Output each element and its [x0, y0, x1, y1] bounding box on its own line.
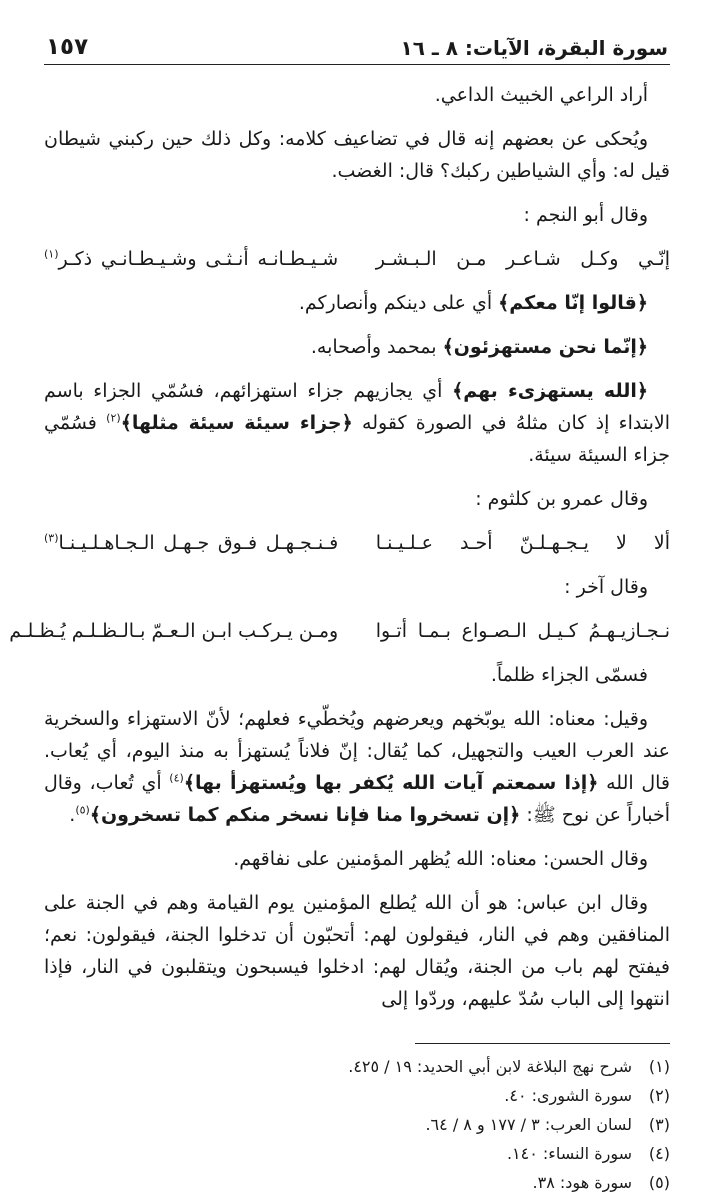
- verse-hemistich-second: [44, 527, 338, 559]
- footnote-number: (٢): [648, 1086, 670, 1105]
- poem-verse: [44, 243, 670, 275]
- footnote: [44, 1168, 670, 1197]
- quran-quote: ﴿قالوا إنّا معكم﴾: [498, 292, 648, 314]
- paragraph: [44, 703, 670, 831]
- paragraph-text: أي تُعاب، وقال أخباراً عن نوح ﷺ:: [44, 772, 670, 826]
- commentary-text: أي على دينكم وأنصاركم.: [298, 292, 499, 314]
- footnote-text: سورة الشورى: ٤٠.: [504, 1086, 632, 1105]
- quran-commentary-line: [44, 287, 670, 319]
- poem-verse: [9, 615, 670, 647]
- page: [9, 34, 670, 1192]
- main-text: [9, 79, 670, 1015]
- running-header: [44, 34, 670, 65]
- footnote-ref: (١): [44, 247, 59, 261]
- verse-text: شـيـطـانـه أنـثـى وشـيـطـانـي ذكـر: [58, 248, 339, 270]
- paragraph-text: أي يجازيهم جزاء استهزائهم، فسُمّي الجزاء باسم الابتداء إذ كان مثلهُ في الصورة كقوله: [44, 380, 670, 434]
- footnote: [44, 1139, 670, 1168]
- footnote-number: (٤): [648, 1144, 670, 1163]
- paragraph: [44, 375, 670, 471]
- footnote-ref: (٣): [44, 531, 59, 545]
- verse-hemistich-second: [44, 243, 338, 275]
- page-number: ١٥٧: [46, 34, 89, 60]
- footnote-number: (١): [648, 1057, 670, 1076]
- footnote: [44, 1052, 670, 1081]
- verse-hemistich-first: ألا لا يـجـهـلـنّ أحـد عـلـيـنـا: [375, 532, 670, 554]
- paragraph-text: وقيل: معناه: الله يوبّخهم ويعرضهم ويُخطّيء فعلهم؛ لأنّ الاستهزاء والسخرية عند العرب العيب والتجهيل، كما يُقال: إنّ فلاناً يُستهزأ به منذ اليوم، أي يُعاب. قال الله: [44, 708, 670, 794]
- quran-quote: ﴿إنّما نحن مستهزئون﴾: [442, 336, 648, 358]
- commentary-text: بمحمد وأصحابه.: [310, 336, 443, 358]
- footnote-ref: (٤): [169, 771, 184, 785]
- poem-verse: [44, 527, 670, 559]
- quran-quote: ﴿جزاء سيئة سيئة مثلها﴾: [120, 412, 353, 434]
- footnote-number: (٥): [648, 1173, 670, 1192]
- header-title: سورة البقرة، الآيات: ٨ ـ ١٦: [400, 36, 668, 60]
- paragraph: وقال ابن عباس: هو أن الله يُطلع المؤمنين يوم القيامة وهم في الجنة على المنافقين وهم في النار، فيقولون لهم: أتحبّون أن تدخلوا الجنة، فيقولون: نعم؛ فيفتح لهم باب من الجنة، ويُقال لهم: ادخلوا فيسبحون ويتقلبون في النار، فإذا انتهوا إلى الباب سُدّ عليهم، وردّوا إلى: [44, 892, 670, 1010]
- quran-quote: ﴿إذا سمعتم آيات الله يُكفر بها ويُستهزأ بها﴾: [183, 772, 599, 794]
- paragraph: وقال الحسن: معناه: الله يُظهر المؤمنين على نفاقهم.: [233, 848, 648, 870]
- paragraph: أراد الراعي الخبيث الداعي.: [434, 84, 648, 106]
- footnote-text: شرح نهج البلاغة لابن أبي الحديد: ١٩ / ٤٢٥.: [348, 1057, 632, 1076]
- footnote-text: سورة هود: ٣٨.: [532, 1173, 632, 1192]
- footnote-number: (٣): [648, 1115, 670, 1134]
- paragraph: وقال آخر :: [564, 576, 648, 598]
- footnotes: [44, 1052, 670, 1197]
- footnote-separator: [415, 1043, 670, 1044]
- paragraph-text: فسُمّي جزاء السيئة سيئة.: [44, 412, 670, 466]
- quran-quote: ﴿إن تسخروا منا فإنا نسخر منكم كما تسخرون﴾: [89, 804, 521, 826]
- paragraph: وقال عمرو بن كلثوم :: [475, 488, 648, 510]
- paragraph: وقال أبو النجم :: [523, 204, 648, 226]
- verse-hemistich-first: إنّـي وكـل شـاعـر مـن الـبـشـر: [375, 248, 670, 270]
- quran-commentary-line: [44, 331, 670, 363]
- quran-quote: ﴿الله يستهزىء بهم﴾: [452, 380, 648, 402]
- footnote-ref: (٥): [75, 803, 90, 817]
- verse-hemistich-first: نـجـازيـهـمُ كـيـل الـصـواع بـمـا أتـوا: [375, 620, 670, 642]
- verse-hemistich-second: ومـن يـركـب ابـن الـعـمّ بـالـظـلـم يُـظـلـم: [9, 620, 339, 642]
- paragraph: ويُحكى عن بعضهم إنه قال في تضاعيف كلامه: وكل ذلك حين ركبني شيطان قيل له: وأي الشياطين ركبك؟ قال: الغضب.: [44, 128, 670, 182]
- footnote-text: سورة النساء: ١٤٠.: [506, 1144, 632, 1163]
- footnote-text: لسان العرب: ٣ / ١٧٧ و ٨ / ٦٤.: [425, 1115, 632, 1134]
- footnote-ref: (٢): [106, 411, 121, 425]
- verse-text: فـنـجـهـل فـوق جـهـل الـجـاهـلـيـنـا: [58, 532, 339, 554]
- footnote: [44, 1081, 670, 1110]
- paragraph-text: .: [69, 804, 76, 826]
- footnote: [44, 1110, 670, 1139]
- paragraph: فسمّى الجزاء ظلماً.: [490, 664, 648, 686]
